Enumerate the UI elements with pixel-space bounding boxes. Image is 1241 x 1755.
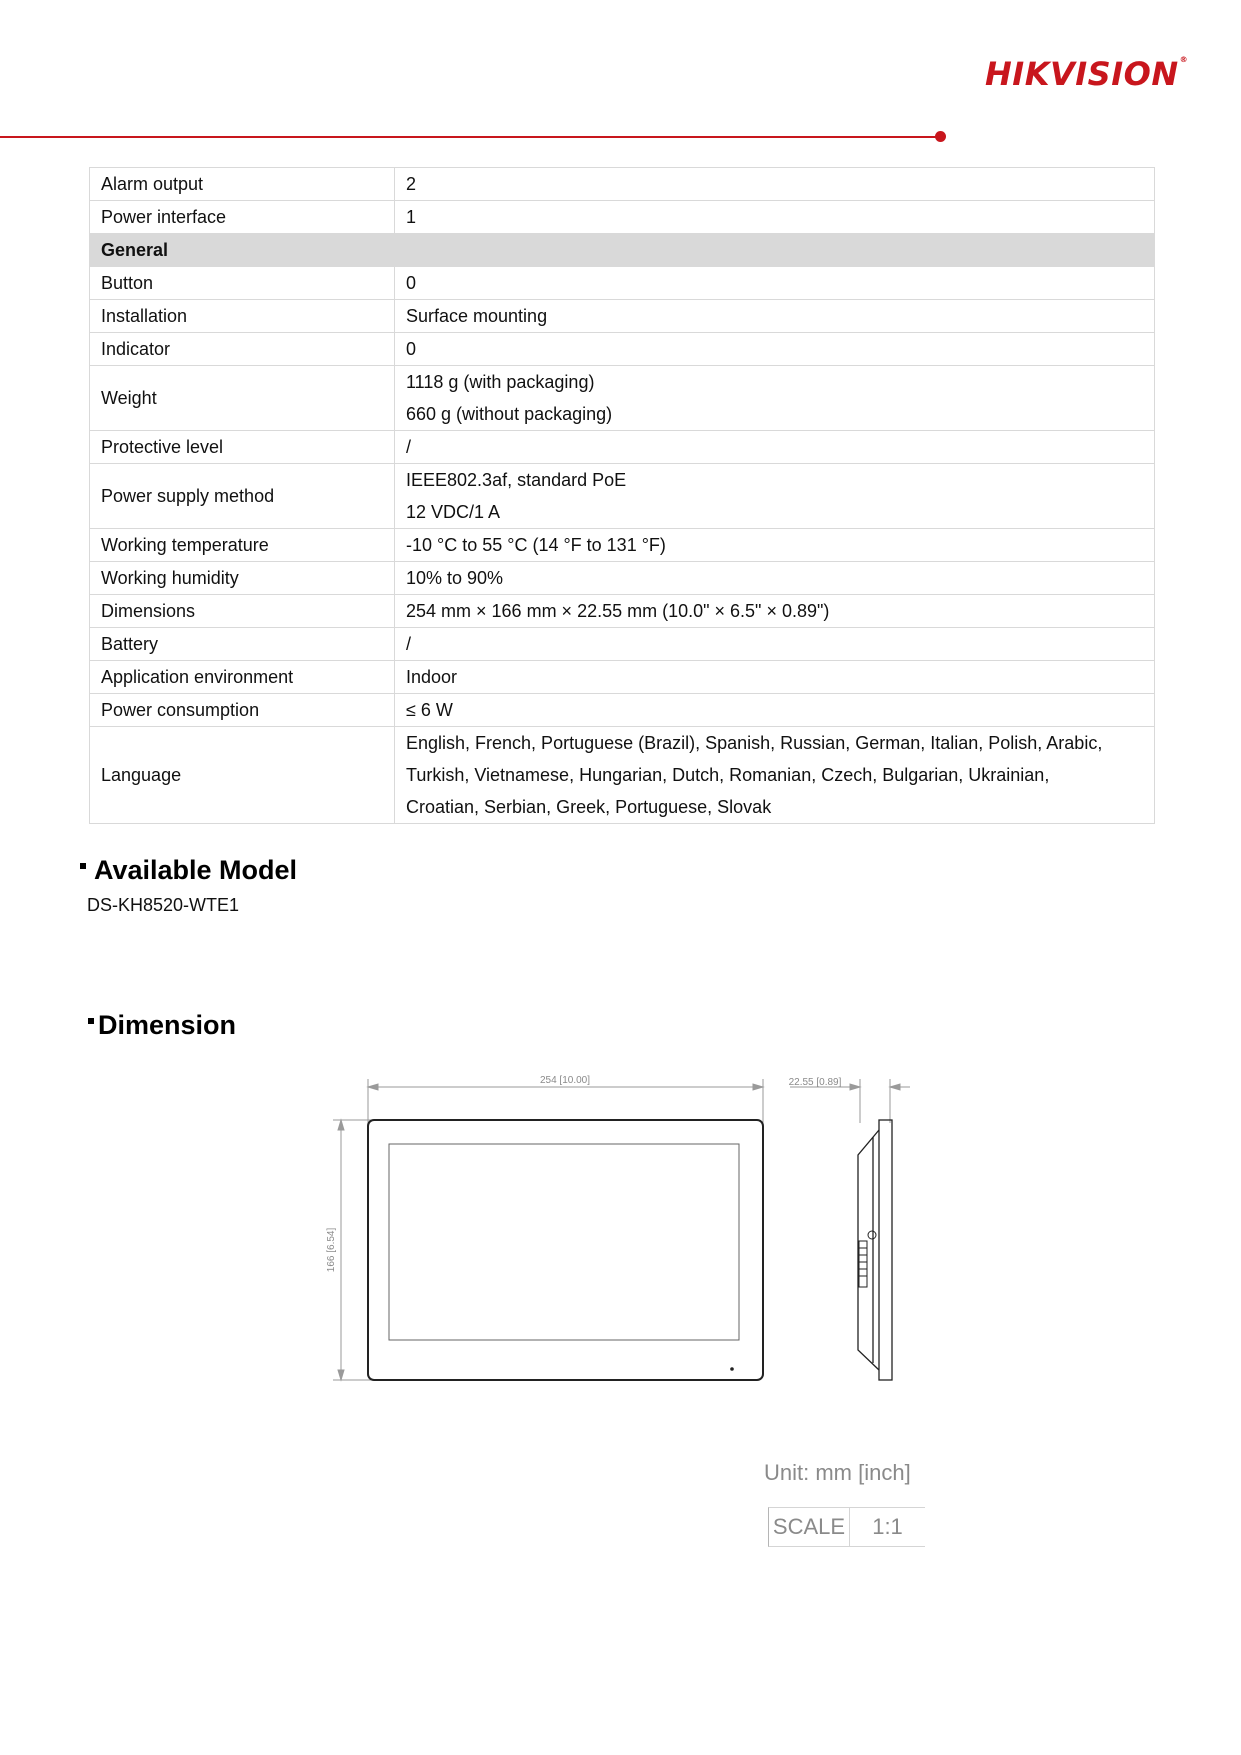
spec-value: [395, 628, 1155, 661]
spec-value: [395, 300, 1155, 333]
depth-label: 22.55 [0.89]: [788, 1077, 842, 1088]
spec-value-line: English, French, Portuguese (Brazil), Spanish, Russian, German, Italian, Polish, Arabic,: [406, 733, 1103, 753]
table-row: [90, 529, 1155, 562]
spec-value: [395, 529, 1155, 562]
spec-value-line: 10% to 90%: [406, 568, 504, 588]
bullet-icon: [80, 863, 86, 869]
width-label: 254 [10.00]: [539, 1075, 591, 1086]
spec-value-line: Turkish, Vietnamese, Hungarian, Dutch, Romanian, Czech, Bulgarian, Ukrainian,: [406, 765, 1050, 785]
spec-key: Power interface: [90, 201, 395, 234]
spec-key: Dimensions: [90, 595, 395, 628]
spec-key: Button: [90, 267, 395, 300]
height-label: 166 [6.54]: [326, 1227, 337, 1273]
spec-value: [395, 333, 1155, 366]
spec-key: Working humidity: [90, 562, 395, 595]
bullet-icon: [88, 1018, 94, 1024]
table-row: [90, 595, 1155, 628]
spec-value-line: 12 VDC/1 A: [406, 502, 501, 522]
table-row: [90, 727, 1155, 824]
spec-table: [89, 167, 1155, 824]
spec-value: [395, 366, 1155, 431]
spec-value-line: 2: [406, 174, 417, 194]
table-row: [90, 333, 1155, 366]
spec-value-line: 1118 g (with packaging): [406, 372, 595, 392]
scale-value: 1:1: [872, 1514, 903, 1539]
section-title: General: [90, 234, 1155, 267]
spec-value-line: 660 g (without packaging): [406, 404, 613, 424]
hikvision-logo: HIKVISION®: [985, 55, 1189, 93]
front-indicator-dot: [730, 1367, 734, 1371]
spec-value: [395, 168, 1155, 201]
table-row: [90, 562, 1155, 595]
header-divider-dot: [935, 131, 946, 142]
spec-value: [395, 595, 1155, 628]
table-row: [90, 300, 1155, 333]
available-model-heading: Available Model: [80, 855, 297, 886]
spec-value-line: IEEE802.3af, standard PoE: [406, 470, 627, 490]
table-row: [90, 661, 1155, 694]
side-view-outline: [858, 1120, 892, 1380]
table-row: [90, 366, 1155, 431]
spec-key: Indicator: [90, 333, 395, 366]
spec-value: [395, 431, 1155, 464]
spec-value: [395, 661, 1155, 694]
dimension-drawing: [320, 1065, 920, 1395]
spec-value-line: Croatian, Serbian, Greek, Portuguese, Slovak: [406, 797, 772, 817]
spec-value-line: 1: [406, 207, 417, 227]
spec-value: [395, 267, 1155, 300]
header-divider: [0, 136, 938, 138]
spec-key: Power consumption: [90, 694, 395, 727]
screen-outline: [389, 1144, 739, 1340]
spec-key: Weight: [90, 366, 395, 431]
spec-value-line: -10 °C to 55 °C (14 °F to 131 °F): [406, 535, 666, 555]
spec-key: Language: [90, 727, 395, 824]
spec-value-line: ≤ 6 W: [406, 700, 453, 720]
spec-key: Alarm output: [90, 168, 395, 201]
spec-value: [395, 562, 1155, 595]
spec-key: Protective level: [90, 431, 395, 464]
table-row: [90, 464, 1155, 529]
spec-value-line: 254 mm × 166 mm × 22.55 mm (10.0" × 6.5" × 0.89"): [406, 601, 830, 621]
section-row: [90, 234, 1155, 267]
spec-value: [395, 694, 1155, 727]
dimension-heading: Dimension: [88, 1010, 236, 1041]
unit-label: Unit: mm [inch]: [764, 1460, 911, 1485]
table-row: [90, 168, 1155, 201]
front-view-outline: [368, 1120, 763, 1380]
scale-box: [768, 1507, 925, 1547]
spec-key: Installation: [90, 300, 395, 333]
spec-value: [395, 727, 1155, 824]
table-row: [90, 267, 1155, 300]
table-row: [90, 694, 1155, 727]
table-row: [90, 431, 1155, 464]
spec-value-line: 0: [406, 273, 417, 293]
spec-value: [395, 201, 1155, 234]
spec-value-line: Indoor: [406, 667, 458, 687]
spec-value: [395, 464, 1155, 529]
spec-value-line: 0: [406, 339, 417, 359]
model-number: DS-KH8520-WTE1: [87, 895, 240, 915]
table-row: [90, 628, 1155, 661]
spec-value-line: /: [406, 634, 412, 654]
spec-key: Battery: [90, 628, 395, 661]
scale-label: SCALE: [769, 1508, 850, 1546]
spec-key: Application environment: [90, 661, 395, 694]
table-row: [90, 201, 1155, 234]
spec-key: Power supply method: [90, 464, 395, 529]
spec-key: Working temperature: [90, 529, 395, 562]
spec-value-line: Surface mounting: [406, 306, 548, 326]
spec-value-line: /: [406, 437, 412, 457]
